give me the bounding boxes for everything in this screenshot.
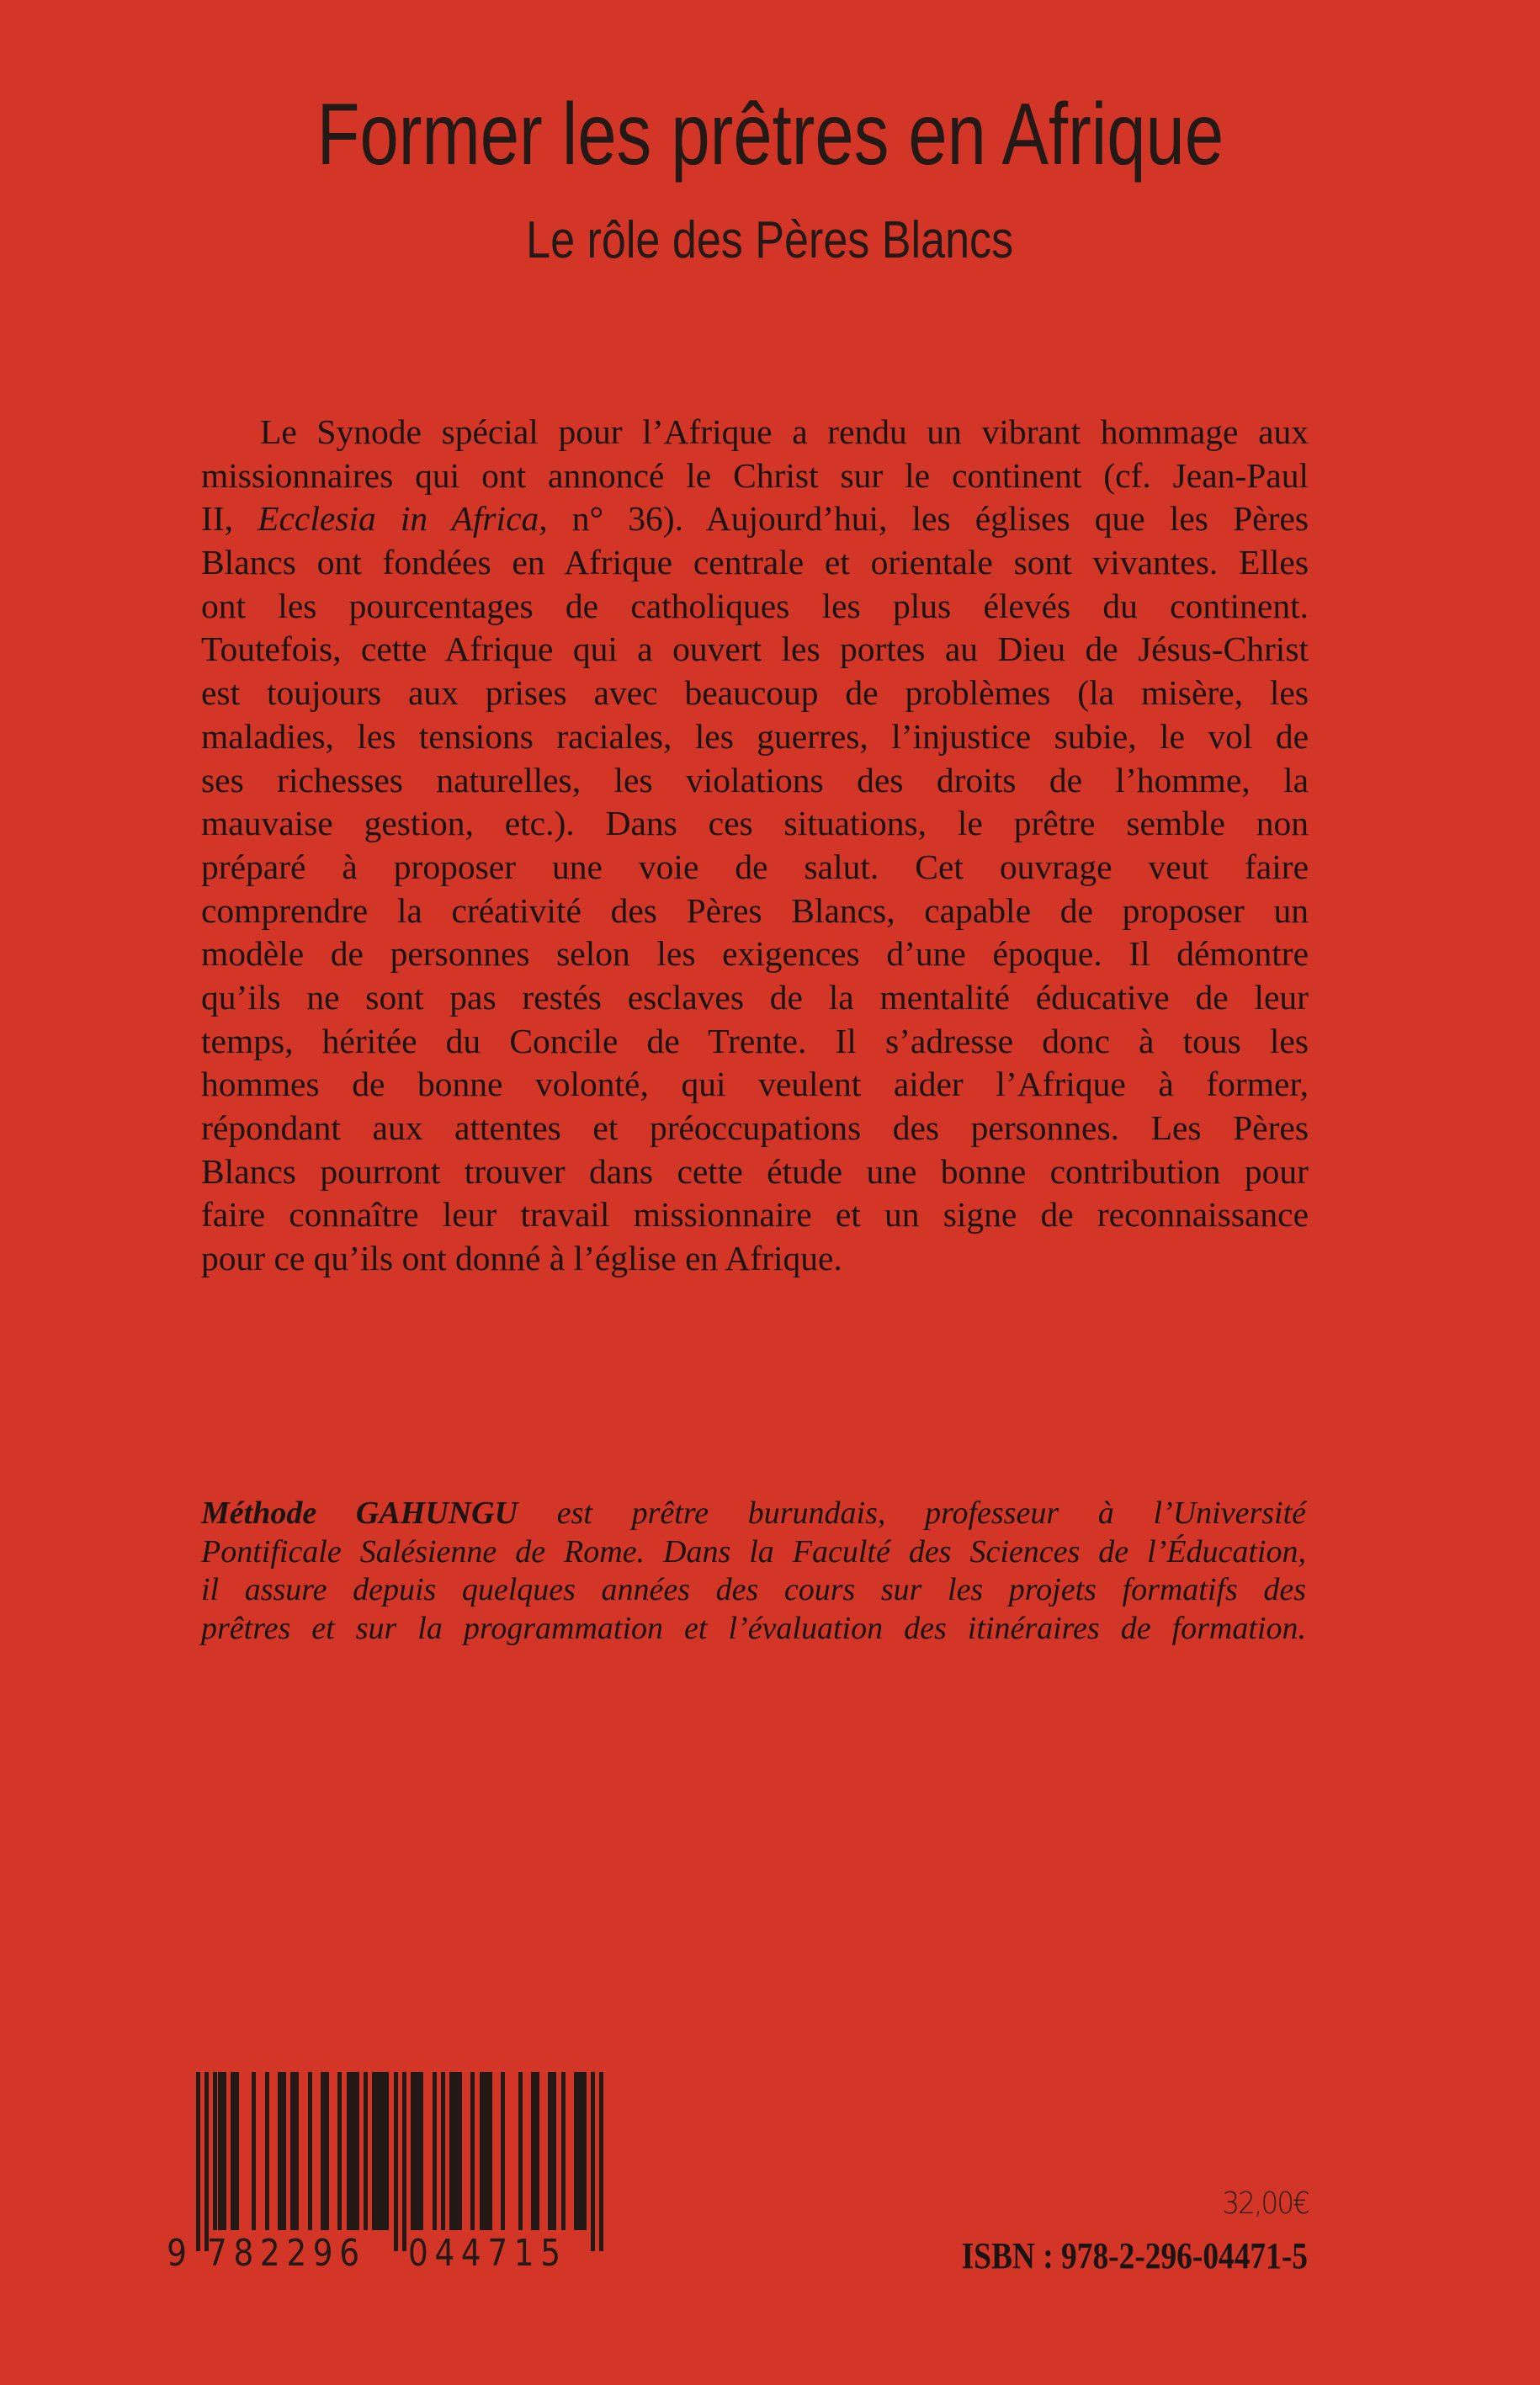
book-title — [0, 86, 1540, 183]
blurb-line: qu’ils ne sont pas restés esclaves de la mentalité éducative de leur — [201, 977, 1309, 1017]
barcode-bar — [402, 2072, 406, 2251]
blurb-line: Le Synode spécial pour l’Afrique a rendu un vibrant hommage aux — [260, 412, 1309, 451]
blurb-line: Toutefois, cette Afrique qui a ouvert les portes au Dieu de Jésus-Christ — [201, 629, 1309, 669]
barcode-bar — [599, 2072, 603, 2251]
blurb-line: missionnaires qui ont annoncé le Christ sur le continent (cf. Jean-Paul — [201, 455, 1309, 495]
blurb-line: faire connaître leur travail missionnaire et un signe de reconnaissance — [201, 1195, 1309, 1235]
blurb-line: pour ce qu’ils ont donné à l’église en Afrique. — [201, 1239, 842, 1278]
barcode-bar — [535, 2072, 539, 2230]
blurb-line: Blancs pourront trouver dans cette étude une bonne contribution pour — [201, 1151, 1309, 1191]
barcode-bar — [518, 2072, 523, 2230]
barcode-bar — [355, 2072, 359, 2230]
blurb-paragraph — [201, 411, 1309, 1281]
book-subtitle — [0, 211, 1540, 269]
barcode-bar — [235, 2072, 239, 2230]
barcode-bar — [582, 2072, 587, 2230]
barcode-right-digits: 044715 — [408, 2232, 567, 2275]
blurb-line: Blancs ont fondées en Afrique centrale et orientale sont vivantes. Elles — [201, 543, 1309, 582]
blurb-line: maladies, les tensions raciales, les guerres, l’injustice subie, le vol de — [201, 716, 1309, 756]
barcode-bar — [591, 2072, 595, 2251]
author-bio-text: est prêtre burundais, professeur à l’Université — [518, 1495, 1307, 1531]
author-bio — [201, 1495, 1306, 1648]
blurb-line: comprendre la créativité des Pères Blancs, capable de proposer un — [201, 890, 1309, 930]
book-reference-italic: Ecclesia in Africa, — [258, 499, 548, 539]
barcode-bar — [458, 2072, 462, 2230]
blurb-line: hommes de bonne volonté, qui veulent aider l’Afrique à former, — [201, 1065, 1309, 1104]
barcode-bar — [337, 2072, 342, 2230]
barcode-bar — [295, 2072, 299, 2230]
barcode-bar — [222, 2072, 226, 2230]
author-bio-line: Pontificale Salésienne de Rome. Dans la Faculté des Sciences de l’Éducation, — [201, 1533, 1306, 1570]
barcode-bar — [488, 2072, 492, 2230]
barcode-bar — [364, 2072, 368, 2230]
blurb-line: temps, héritée du Concile de Trente. Il s’adresse donc à tous les — [201, 1021, 1309, 1060]
barcode-bar — [325, 2072, 329, 2230]
blurb-text: n° 36). Aujourd’hui, les églises que les Pères — [547, 499, 1309, 539]
blurb-line: mauvaise gestion, etc.). Dans ces situations, le prêtre semble non — [201, 804, 1309, 843]
barcode-bar — [308, 2072, 312, 2230]
blurb-line: ses richesses naturelles, les violations des droits de l’homme, la — [201, 760, 1309, 799]
barcode-bar — [282, 2072, 286, 2230]
blurb-line — [201, 497, 1309, 541]
barcode-bar — [561, 2072, 566, 2230]
blurb-line: est toujours aux prises avec beaucoup de problèmes (la misère, les — [201, 673, 1309, 713]
barcode-bar — [385, 2072, 389, 2230]
isbn: ISBN : 978-2-296-04471-5 — [961, 2235, 1308, 2276]
blurb-text: II, — [201, 499, 258, 539]
blurb-line: modèle de personnes selon les exigences d’une époque. Il démontre — [201, 934, 1309, 974]
barcode-bar — [204, 2072, 209, 2251]
blurb-line: ont les pourcentages de catholiques les plus élevés du continent. — [201, 586, 1309, 625]
barcode-bar — [470, 2072, 475, 2230]
book-subtitle-text: Le rôle des Pères Blancs — [526, 211, 1014, 269]
barcode-bar — [196, 2072, 200, 2251]
author-name: Méthode GAHUNGU — [201, 1495, 518, 1531]
author-bio-line: prêtres et sur la programmation et l’évaluation des itinéraires de formation. — [201, 1610, 1306, 1646]
blurb-line: répondant aux attentes et préoccupations des personnes. Les Pères — [201, 1108, 1309, 1147]
barcode-bar — [501, 2072, 505, 2230]
book-title-text: Former les prêtres en Afrique — [316, 86, 1224, 183]
barcode-bar — [265, 2072, 269, 2230]
author-bio-line — [201, 1495, 1306, 1533]
barcode-left-digits: 782296 — [207, 2232, 366, 2275]
barcode-bar — [394, 2072, 398, 2251]
blurb-line: préparé à proposer une voie de salut. Cet ouvrage veut faire — [201, 847, 1309, 886]
barcode-bar — [419, 2072, 423, 2230]
author-bio-line: il assure depuis quelques années des cours sur les projets formatifs des — [201, 1572, 1306, 1607]
barcode-bar — [441, 2072, 445, 2230]
barcode-bar — [433, 2072, 437, 2230]
barcode-bar — [552, 2072, 556, 2230]
barcode-bar — [252, 2072, 256, 2230]
price: 32,00€ — [1222, 2186, 1309, 2221]
barcode-first-digit: 9 — [167, 2232, 187, 2275]
